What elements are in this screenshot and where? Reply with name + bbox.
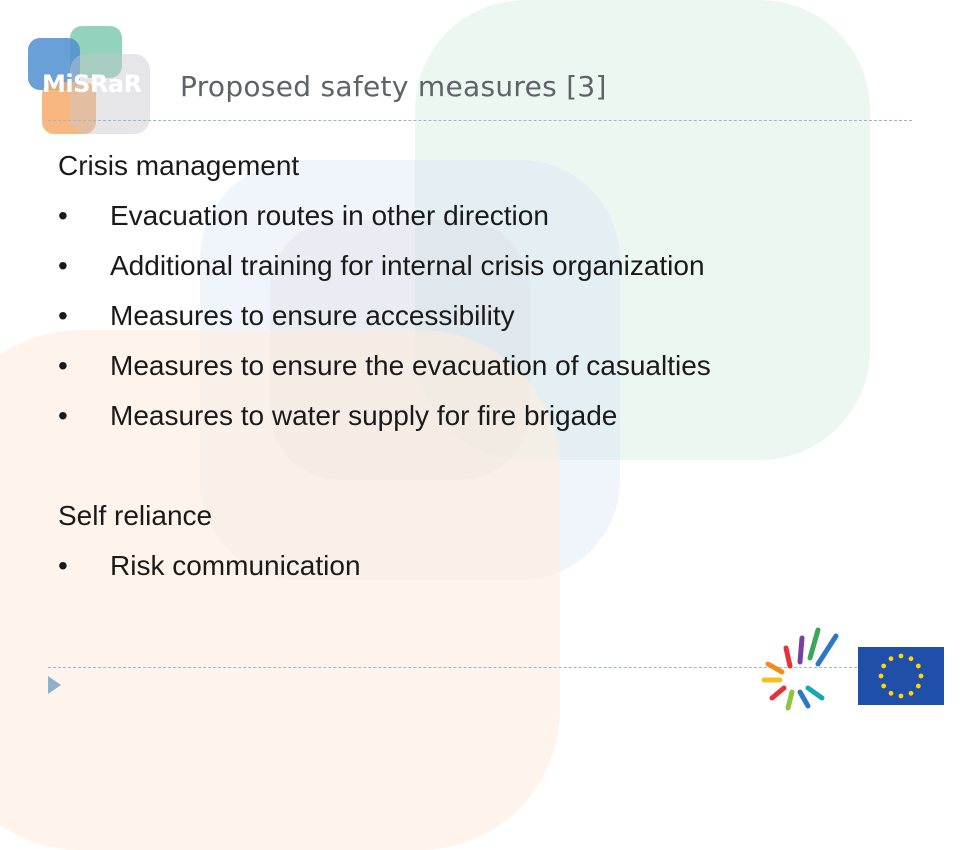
section-spacer: [58, 450, 918, 500]
slide-content: [58, 150, 918, 600]
bullet-glyph: •: [58, 350, 68, 381]
bullet-text: Measures to ensure accessibility: [110, 300, 515, 331]
section-self-reliance: [58, 500, 918, 582]
bullet-item: [58, 250, 918, 282]
bullet-glyph: •: [58, 300, 68, 331]
bullet-text: Additional training for internal crisis organization: [110, 250, 705, 281]
logo-wordmark: MiSRaR: [42, 70, 142, 98]
eu-flag-icon: [858, 647, 944, 705]
bullet-text: Evacuation routes in other direction: [110, 200, 549, 231]
interreg-star-logo-icon: [760, 618, 855, 713]
bullet-text: Measures to ensure the evacuation of casualties: [110, 350, 711, 381]
bullet-glyph: •: [58, 250, 68, 281]
bullet-text: Risk communication: [110, 550, 361, 581]
bullet-item: [58, 200, 918, 232]
bullet-list: [58, 200, 918, 432]
bullet-glyph: •: [58, 200, 68, 231]
bullet-item: [58, 400, 918, 432]
section-heading: Self reliance: [58, 500, 213, 531]
section-crisis-management: [58, 150, 918, 432]
header-divider: [48, 120, 912, 121]
bullet-list: [58, 550, 918, 582]
bullet-text: Measures to water supply for fire brigade: [110, 400, 618, 431]
bullet-item: [58, 300, 918, 332]
next-arrow-icon[interactable]: [48, 676, 61, 694]
bullet-item: [58, 550, 918, 582]
slide-title: Proposed safety measures [3]: [180, 70, 607, 103]
bullet-item: [58, 350, 918, 382]
bullet-glyph: •: [58, 550, 68, 581]
section-heading: Crisis management: [58, 150, 300, 181]
bullet-glyph: •: [58, 400, 68, 431]
